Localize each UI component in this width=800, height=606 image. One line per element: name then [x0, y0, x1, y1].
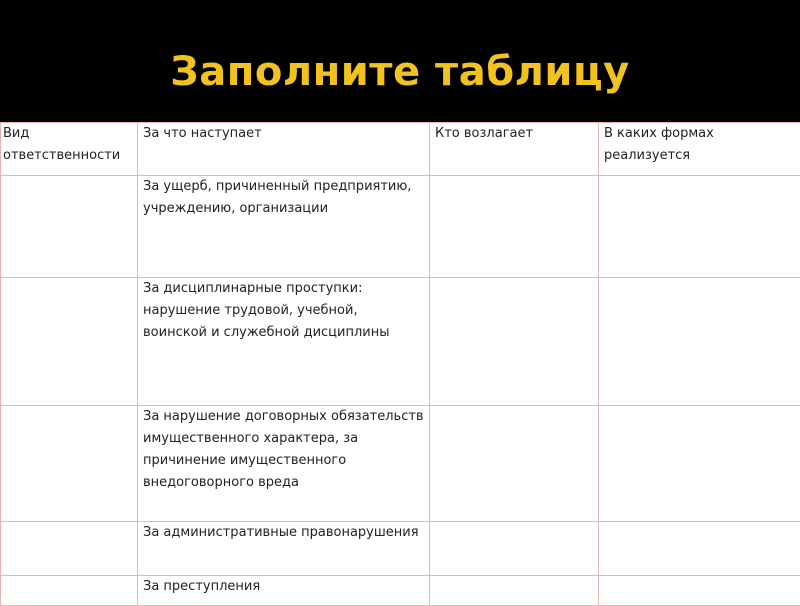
fill-in-table: [0, 122, 800, 606]
table-row: [1, 278, 800, 406]
cell-forms[interactable]: [599, 522, 800, 576]
cell-liability-type[interactable]: [1, 176, 138, 278]
cell-grounds: За преступления: [138, 576, 430, 606]
cell-forms[interactable]: [599, 278, 800, 406]
cell-grounds: За ущерб, причиненный предприятию, учреждению, организации: [138, 176, 430, 278]
cell-liability-type[interactable]: [1, 406, 138, 522]
cell-liability-type[interactable]: [1, 522, 138, 576]
cell-liability-type[interactable]: [1, 278, 138, 406]
cell-liability-type[interactable]: [1, 576, 138, 606]
slide-title: Заполните таблицу: [0, 44, 800, 100]
cell-imposed-by[interactable]: [430, 278, 599, 406]
header-liability-type: Вид ответственности: [1, 123, 138, 176]
table-row: [1, 406, 800, 522]
cell-grounds: За административные правонарушения: [138, 522, 430, 576]
table-container: [0, 122, 800, 600]
table-row: [1, 522, 800, 576]
cell-imposed-by[interactable]: [430, 522, 599, 576]
cell-forms[interactable]: [599, 406, 800, 522]
cell-grounds: За нарушение договорных обязательств имущественного характера, за причинение имущественного внедоговорного вреда: [138, 406, 430, 522]
header-forms: В каких формах реализуется: [599, 123, 800, 176]
table-row: [1, 576, 800, 606]
table-header-row: [1, 123, 800, 176]
table-row: [1, 176, 800, 278]
cell-imposed-by[interactable]: [430, 176, 599, 278]
header-imposed-by: Кто возлагает: [430, 123, 599, 176]
cell-forms[interactable]: [599, 576, 800, 606]
cell-imposed-by[interactable]: [430, 406, 599, 522]
slide-header: [0, 0, 800, 122]
cell-imposed-by[interactable]: [430, 576, 599, 606]
cell-forms[interactable]: [599, 176, 800, 278]
cell-grounds: За дисциплинарные проступки: нарушение трудовой, учебной, воинской и служебной дисциплины: [138, 278, 430, 406]
header-grounds: За что наступает: [138, 123, 430, 176]
